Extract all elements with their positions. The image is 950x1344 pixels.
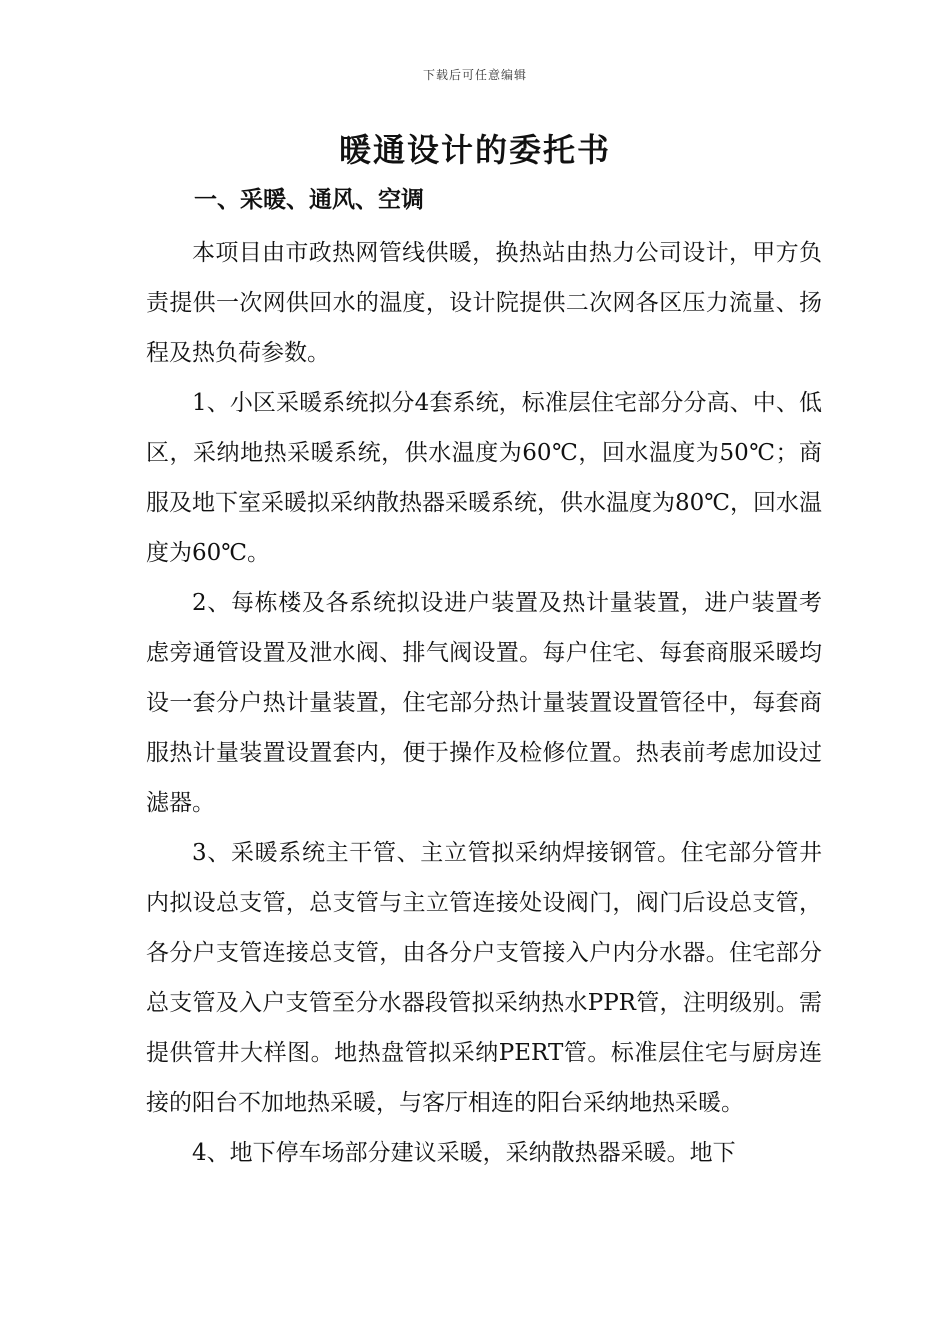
paragraph-item-3: 3、采暖系统主干管、主立管拟采纳焊接钢管。住宅部分管井内拟设总支管，总支管与主立管连接处设阀门，阀门后设总支管，各分户支管连接总支管，由各分户支管接入户内分水器。住宅部分总支管及入户支管至分水器段管拟采纳热水PPR管，注明级别。需提供管井大样图。地热盘管拟采纳PERT管。标准层住宅与厨房连接的阳台不加地热采暖，与客厅相连的阳台采纳地热采暖。	[146, 840, 822, 1116]
section-heading: 一、采暖、通风、空调	[194, 186, 424, 213]
document-title: 暖通设计的委托书	[338, 131, 611, 169]
paragraph-item-2: 2、每栋楼及各系统拟设进户装置及热计量装置，进户装置考虑旁通管设置及泄水阀、排气阀设置。每户住宅、每套商服采暖均设一套分户热计量装置，住宅部分热计量装置设置管径中，每套商服热计量装置设置套内，便于操作及检修位置。热表前考虑加设过滤器。	[146, 590, 822, 816]
header-note: 下载后可任意编辑	[422, 68, 527, 82]
paragraph-intro: 本项目由市政热网管线供暖，换热站由热力公司设计，甲方负责提供一次网供回水的温度，设计院提供二次网各区压力流量、扬程及热负荷参数。	[146, 240, 822, 366]
paragraph-item-4: 4、地下停车场部分建议采暖，采纳散热器采暖。地下	[192, 1140, 736, 1166]
document-body	[146, 228, 822, 1178]
paragraph-item-1: 1、小区采暖系统拟分4套系统，标准层住宅部分分高、中、低区，采纳地热采暖系统，供水温度为60℃，回水温度为50℃；商服及地下室采暖拟采纳散热器采暖系统，供水温度为80℃，回水温度为60℃。	[146, 390, 822, 566]
